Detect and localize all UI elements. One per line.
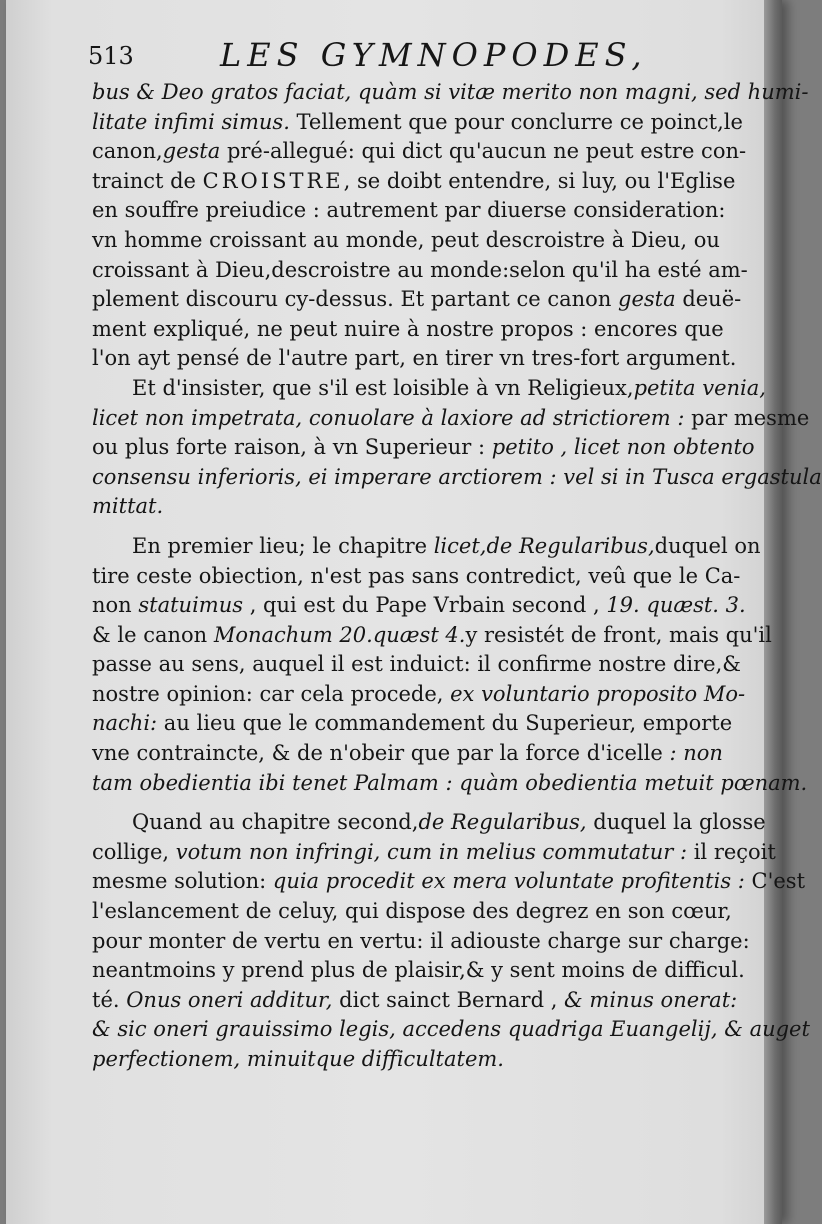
text-segment: duquel la glosse bbox=[586, 810, 766, 835]
text-segment: non bbox=[92, 593, 139, 618]
text-segment: té. bbox=[92, 987, 127, 1012]
italic-segment: Onus oneri additur, bbox=[126, 987, 333, 1012]
text-line bbox=[92, 167, 736, 197]
text-segment: pré-allegué: qui dict qu'aucun ne peut estre con- bbox=[220, 139, 747, 164]
text-line bbox=[92, 739, 732, 769]
book-page bbox=[6, 0, 822, 1224]
text-line bbox=[92, 1045, 732, 1075]
italic-segment: Monachum 20.quæst 4. bbox=[213, 622, 466, 647]
italic-segment: statuimus bbox=[138, 593, 244, 618]
text-line bbox=[92, 344, 737, 374]
text-line bbox=[92, 374, 766, 404]
text-segment: duquel on bbox=[654, 533, 761, 558]
text-line bbox=[92, 137, 747, 167]
text-segment: deuë- bbox=[675, 287, 742, 312]
text-segment: & le canon bbox=[92, 622, 214, 647]
text-line bbox=[92, 927, 750, 957]
italic-segment: nachi: bbox=[92, 711, 158, 736]
text-segment: l'eslancement de celuy, qui dispose des degrez en son cœur, bbox=[92, 899, 732, 924]
text-line bbox=[92, 769, 808, 799]
text-line bbox=[92, 196, 732, 226]
text-segment: par mesme bbox=[684, 405, 810, 430]
text-segment: mesme solution: bbox=[92, 869, 273, 894]
text-segment: ou plus forte raison, à vn Superieur : bbox=[92, 435, 492, 460]
text-segment: Et d'insister, que s'il est loisible à vn Religieux, bbox=[132, 375, 634, 400]
italic-segment: consensu inferioris, ei imperare arctiorem : vel si in Tusca ergastula bbox=[92, 464, 822, 489]
text-line bbox=[92, 562, 741, 592]
italic-segment: & sic oneri grauissimo legis, accedens quadriga Euangelij, & auget bbox=[92, 1017, 810, 1042]
text-line bbox=[92, 709, 732, 739]
body-text bbox=[92, 78, 822, 1075]
text-line bbox=[92, 897, 732, 927]
text-segment: vn homme croissant au monde, peut descroistre à Dieu, ou bbox=[92, 227, 720, 252]
italic-segment: litate infimi simus. bbox=[92, 109, 290, 134]
text-segment: tire ceste obiection, n'est pas sans contredict, veû que le Ca- bbox=[92, 563, 741, 588]
text-line bbox=[92, 680, 746, 710]
text-line bbox=[92, 808, 766, 838]
italic-segment: quia procedit ex mera voluntate profitentis : bbox=[272, 869, 745, 894]
text-segment: nostre opinion: car cela procede, bbox=[92, 681, 451, 706]
text-line bbox=[92, 256, 748, 286]
text-line bbox=[92, 838, 776, 868]
italic-segment: licet non impetrata, conuolare à laxiore ad strictiorem : bbox=[92, 405, 685, 430]
text-line bbox=[92, 986, 738, 1016]
text-segment: C'est bbox=[744, 869, 806, 894]
text-segment: ment expliqué, ne peut nuire à nostre propos : encores que bbox=[92, 316, 724, 341]
text-segment: au lieu que le commandement du Superieur, emporte bbox=[157, 711, 733, 736]
italic-segment: petito , licet non obtento bbox=[491, 435, 755, 460]
text-line bbox=[92, 404, 810, 434]
text-segment: trainct de bbox=[92, 168, 203, 193]
page-number: 513 bbox=[88, 42, 134, 70]
italic-segment: ex voluntario proposito Mo- bbox=[450, 681, 746, 706]
text-segment: dict sainct Bernard , bbox=[332, 987, 565, 1012]
text-segment: en souffre preiudice : autrement par diuerse consideration: bbox=[92, 198, 726, 223]
text-line bbox=[92, 226, 732, 256]
italic-segment: : non bbox=[669, 741, 723, 766]
paragraph-gap bbox=[92, 798, 732, 808]
italic-segment: licet,de Regularibus, bbox=[433, 533, 655, 558]
text-line bbox=[92, 492, 732, 522]
text-segment: y resistét de front, mais qu'il bbox=[465, 622, 772, 647]
text-line bbox=[92, 108, 743, 138]
text-line bbox=[92, 650, 741, 680]
italic-segment: mittat. bbox=[92, 494, 164, 519]
text-segment: neantmoins y prend plus de plaisir,& y sent moins de difficul. bbox=[92, 958, 745, 983]
text-segment: pour monter de vertu en vertu: il adiouste charge sur charge: bbox=[92, 928, 750, 953]
text-segment: En premier lieu; le chapitre bbox=[132, 533, 434, 558]
paragraph-gap bbox=[92, 522, 732, 532]
italic-segment: 19. quæst. 3. bbox=[606, 593, 746, 618]
text-segment: Tellement que pour conclurre ce poinct,le bbox=[289, 109, 743, 134]
text-segment: Quand au chapitre second, bbox=[132, 810, 419, 835]
text-line bbox=[92, 867, 806, 897]
text-line bbox=[92, 532, 761, 562]
text-segment: , qui est du Pape Vrbain second , bbox=[243, 593, 607, 618]
text-segment: croissant à Dieu,descroistre au monde:selon qu'il ha esté am- bbox=[92, 257, 748, 282]
text-segment: plement discouru cy-dessus. Et partant ce canon bbox=[92, 287, 619, 312]
italic-segment: tam obedientia ibi tenet Palmam : quàm obedientia metuit pœnam. bbox=[92, 770, 808, 795]
page-header bbox=[88, 36, 728, 76]
italic-segment: de Regularibus, bbox=[418, 810, 587, 835]
text-line bbox=[92, 956, 745, 986]
text-segment: vne contraincte, & de n'obeir que par la force d'icelle bbox=[92, 741, 670, 766]
text-segment: il reçoit bbox=[687, 839, 776, 864]
text-line bbox=[92, 463, 822, 493]
text-line bbox=[92, 591, 746, 621]
text-segment: collige, bbox=[92, 839, 176, 864]
text-line bbox=[92, 285, 742, 315]
italic-segment: bus & Deo gratos faciat, quàm si vitæ merito non magni, sed humi- bbox=[92, 80, 809, 104]
text-segment: l'on ayt pensé de l'autre part, en tirer vn tres-fort argument. bbox=[92, 346, 737, 371]
text-line bbox=[92, 433, 755, 463]
italic-segment: & minus onerat: bbox=[564, 987, 738, 1012]
running-title: LES GYMNOPODES, bbox=[220, 36, 648, 74]
text-line bbox=[92, 78, 809, 108]
text-segment: passe au sens, auquel il est induict: il confirme nostre dire,& bbox=[92, 652, 741, 677]
italic-segment: gesta bbox=[618, 287, 676, 312]
text-line bbox=[92, 315, 732, 345]
text-line bbox=[92, 621, 772, 651]
italic-segment: perfectionem, minuitque difficultatem. bbox=[92, 1047, 504, 1071]
italic-segment: gesta bbox=[162, 139, 221, 164]
italic-segment: petita venia, bbox=[633, 375, 766, 400]
italic-segment: votum non infringi, cum in melius commutatur : bbox=[175, 839, 688, 864]
text-segment: CROISTRE bbox=[202, 168, 344, 193]
text-line bbox=[92, 1015, 810, 1045]
text-segment: canon, bbox=[92, 139, 163, 164]
text-segment: , se doibt entendre, si luy, ou l'Eglise bbox=[343, 168, 736, 193]
